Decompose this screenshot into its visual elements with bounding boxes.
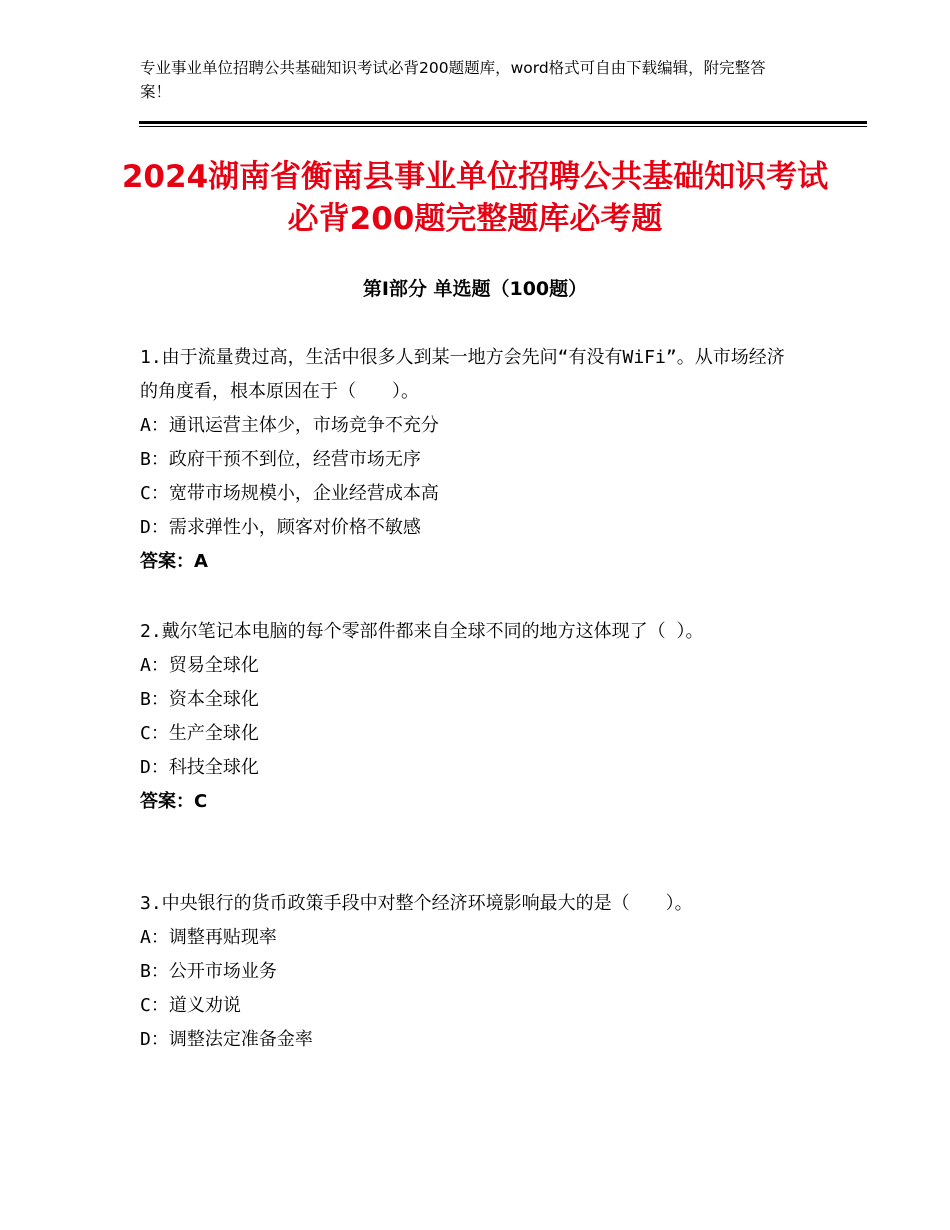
answer: 答案：C (140, 791, 208, 812)
header-rule-thick (139, 121, 867, 124)
question-block (140, 887, 790, 1057)
header-rule-thin (139, 126, 867, 127)
answer: 答案：A (140, 551, 208, 572)
question-block (140, 341, 790, 579)
header-note: 专业事业单位招聘公共基础知识考试必背200题题库，word格式可自由下载编辑，附完整答案！ (140, 59, 766, 101)
option-c: C：宽带市场规模小，企业经营成本高 (140, 483, 439, 504)
option-b: B：资本全球化 (140, 689, 259, 710)
option-a: A：贸易全球化 (140, 655, 259, 676)
option-d: D：科技全球化 (140, 757, 259, 778)
option-d: D：需求弹性小，顾客对价格不敏感 (140, 517, 421, 538)
document-title: 2024湖南省衡南县事业单位招聘公共基础知识考试必背200题完整题库必考题 (121, 159, 829, 237)
option-c: C：生产全球化 (140, 723, 259, 744)
option-a: A：通讯运营主体少，市场竞争不充分 (140, 415, 439, 436)
question-stem: 1.由于流量费过高，生活中很多人到某一地方会先问“有没有WiFi”。从市场经济的角度看，根本原因在于（ ）。 (140, 347, 785, 402)
option-b: B：公开市场业务 (140, 961, 277, 982)
question-block (140, 615, 790, 819)
section-title: 第Ⅰ部分 单选题（100题） (362, 278, 588, 300)
option-b: B：政府干预不到位，经营市场无序 (140, 449, 421, 470)
option-d: D：调整法定准备金率 (140, 1029, 313, 1050)
question-stem: 3.中央银行的货币政策手段中对整个经济环境影响最大的是（ ）。 (140, 893, 693, 914)
option-a: A：调整再贴现率 (140, 927, 277, 948)
option-c: C：道义劝说 (140, 995, 241, 1016)
question-stem: 2.戴尔笔记本电脑的每个零部件都来自全球不同的地方这体现了（ ）。 (140, 621, 704, 642)
